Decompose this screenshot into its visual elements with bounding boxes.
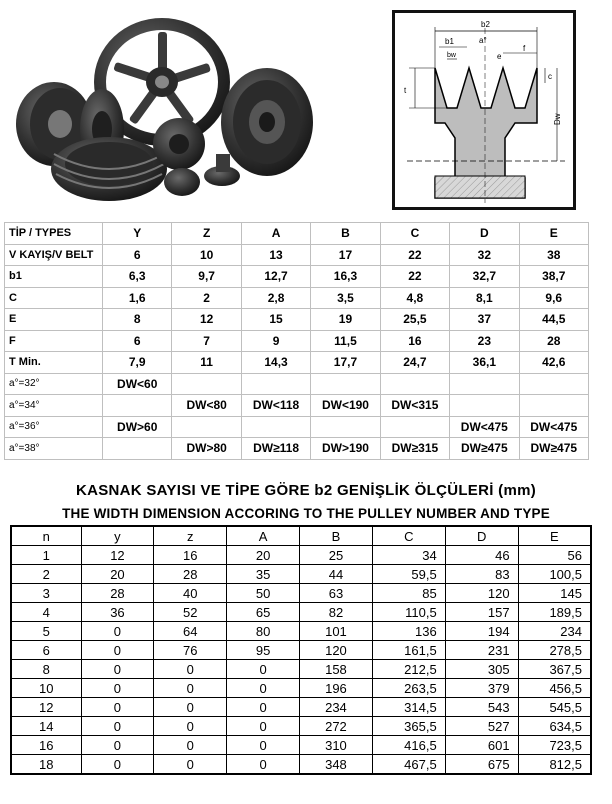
spec-cell <box>519 373 588 395</box>
pulley-product-photo <box>4 4 322 209</box>
width-row-n: 1 <box>11 546 81 565</box>
spec-cell: 1,6 <box>103 287 172 309</box>
spec-cell: 37 <box>450 309 519 331</box>
spec-cell <box>311 416 380 438</box>
width-cell: 63 <box>300 584 373 603</box>
spec-cell <box>311 373 380 395</box>
spec-row <box>5 330 589 352</box>
width-cell: 110,5 <box>372 603 445 622</box>
width-cell: 0 <box>154 736 227 755</box>
width-row-n: 18 <box>11 755 81 775</box>
width-cell: 16 <box>154 546 227 565</box>
width-cell: 0 <box>227 736 300 755</box>
spec-angle-row <box>5 373 589 395</box>
width-cell: 0 <box>227 660 300 679</box>
spec-cell: DW≥315 <box>380 438 449 460</box>
width-cell: 0 <box>81 698 154 717</box>
width-cell: 812,5 <box>518 755 591 775</box>
spec-cell: 15 <box>241 309 310 331</box>
width-cell: 0 <box>81 679 154 698</box>
spec-angle-label: a°=32° <box>5 373 103 395</box>
table-row <box>11 565 591 584</box>
width-cell: 196 <box>300 679 373 698</box>
width-cell: 120 <box>300 641 373 660</box>
width-row-n: 10 <box>11 679 81 698</box>
width-cell: 20 <box>227 546 300 565</box>
spec-cell: 44,5 <box>519 309 588 331</box>
spec-cell: DW>80 <box>172 438 241 460</box>
belt-type-spec-table <box>4 222 589 460</box>
spec-cell: 28 <box>519 330 588 352</box>
width-cell: 634,5 <box>518 717 591 736</box>
dim-e: e <box>497 52 502 61</box>
spec-row <box>5 244 589 266</box>
dim-dw: Dw <box>553 113 562 125</box>
width-cell: 0 <box>154 698 227 717</box>
dim-f: f <box>523 44 526 53</box>
width-cell: 189,5 <box>518 603 591 622</box>
spec-cell: 4,8 <box>380 287 449 309</box>
spec-cell: 3,5 <box>311 287 380 309</box>
spec-cell: 16 <box>380 330 449 352</box>
dim-c: c <box>548 72 552 81</box>
spec-cell: 32,7 <box>450 266 519 288</box>
spec-cell: 10 <box>172 244 241 266</box>
width-cell: 46 <box>445 546 518 565</box>
spec-cell: DW>60 <box>103 416 172 438</box>
spec-column-header: Y <box>103 223 172 245</box>
table-row <box>11 641 591 660</box>
spec-column-header: E <box>519 223 588 245</box>
spec-cell: 2 <box>172 287 241 309</box>
width-cell: 234 <box>518 622 591 641</box>
width-cell: 82 <box>300 603 373 622</box>
width-cell: 278,5 <box>518 641 591 660</box>
spec-cell: 14,3 <box>241 352 310 374</box>
table-row <box>11 736 591 755</box>
width-cell: 365,5 <box>372 717 445 736</box>
width-cell: 100,5 <box>518 565 591 584</box>
width-cell: 85 <box>372 584 445 603</box>
width-cell: 0 <box>227 755 300 775</box>
spec-cell: 23 <box>450 330 519 352</box>
width-cell: 12 <box>81 546 154 565</box>
width-cell: 314,5 <box>372 698 445 717</box>
spec-cell: 8,1 <box>450 287 519 309</box>
width-cell: 40 <box>154 584 227 603</box>
width-cell: 212,5 <box>372 660 445 679</box>
spec-cell: DW<60 <box>103 373 172 395</box>
width-column-header: E <box>518 526 591 546</box>
spec-row-label: F <box>5 330 103 352</box>
width-cell: 44 <box>300 565 373 584</box>
spec-cell: DW>190 <box>311 438 380 460</box>
width-cell: 601 <box>445 736 518 755</box>
spec-cell: 7 <box>172 330 241 352</box>
dim-b1: b1 <box>445 37 454 46</box>
width-cell: 0 <box>227 717 300 736</box>
width-cell: 76 <box>154 641 227 660</box>
width-cell: 675 <box>445 755 518 775</box>
spec-cell: 38 <box>519 244 588 266</box>
width-cell: 0 <box>227 698 300 717</box>
spec-cell: DW<118 <box>241 395 310 417</box>
spec-cell: 24,7 <box>380 352 449 374</box>
spec-cell: DW<475 <box>519 416 588 438</box>
width-cell: 0 <box>81 641 154 660</box>
spec-cell: 17 <box>311 244 380 266</box>
spec-row-header: TİP / TYPES <box>5 223 103 245</box>
spec-cell: DW<80 <box>172 395 241 417</box>
spec-cell <box>241 416 310 438</box>
spec-cell: 42,6 <box>519 352 588 374</box>
width-cell: 120 <box>445 584 518 603</box>
width-cell: 59,5 <box>372 565 445 584</box>
spec-row <box>5 287 589 309</box>
spec-row <box>5 309 589 331</box>
width-cell: 28 <box>81 584 154 603</box>
dim-t: t <box>404 86 407 95</box>
table-row <box>11 717 591 736</box>
width-cell: 0 <box>154 660 227 679</box>
spec-cell: 19 <box>311 309 380 331</box>
width-cell: 305 <box>445 660 518 679</box>
width-cell: 0 <box>81 660 154 679</box>
spec-angle-label: a°=36° <box>5 416 103 438</box>
spec-cell <box>450 395 519 417</box>
spec-cell: 7,9 <box>103 352 172 374</box>
spec-cell: 32 <box>450 244 519 266</box>
spec-cell: 6 <box>103 330 172 352</box>
spec-cell: 22 <box>380 244 449 266</box>
width-cell: 348 <box>300 755 373 775</box>
spec-row <box>5 266 589 288</box>
spec-angle-row <box>5 395 589 417</box>
spec-cell: DW<315 <box>380 395 449 417</box>
table-row <box>11 660 591 679</box>
spec-cell: 9,6 <box>519 287 588 309</box>
width-cell: 379 <box>445 679 518 698</box>
spec-header-row <box>5 223 589 245</box>
spec-cell <box>519 395 588 417</box>
spec-row-label: E <box>5 309 103 331</box>
spec-cell: 9 <box>241 330 310 352</box>
width-cell: 263,5 <box>372 679 445 698</box>
spec-cell: 12 <box>172 309 241 331</box>
spec-cell: 17,7 <box>311 352 380 374</box>
width-cell: 28 <box>154 565 227 584</box>
width-column-header: z <box>154 526 227 546</box>
pulley-width-table <box>10 525 592 775</box>
front-grooved-pulley <box>51 137 167 201</box>
width-cell: 83 <box>445 565 518 584</box>
width-cell: 36 <box>81 603 154 622</box>
title-english: THE WIDTH DIMENSION ACCORING TO THE PULLEY NUMBER AND TYPE <box>62 506 550 521</box>
spec-column-header: Z <box>172 223 241 245</box>
spec-cell: DW<190 <box>311 395 380 417</box>
spec-column-header: A <box>241 223 310 245</box>
width-column-header: C <box>372 526 445 546</box>
spec-row-label: T Min. <box>5 352 103 374</box>
width-column-header: B <box>300 526 373 546</box>
width-cell: 0 <box>154 755 227 775</box>
spec-row-label: b1 <box>5 266 103 288</box>
spec-cell: DW≥475 <box>450 438 519 460</box>
spec-cell: 25,5 <box>380 309 449 331</box>
width-cell: 234 <box>300 698 373 717</box>
spec-cell <box>172 373 241 395</box>
width-cell: 0 <box>81 717 154 736</box>
width-cell: 52 <box>154 603 227 622</box>
width-cell: 64 <box>154 622 227 641</box>
width-cell: 80 <box>227 622 300 641</box>
width-cell: 95 <box>227 641 300 660</box>
table-row <box>11 603 591 622</box>
width-cell: 65 <box>227 603 300 622</box>
width-cell: 50 <box>227 584 300 603</box>
spec-column-header: B <box>311 223 380 245</box>
width-row-n: 5 <box>11 622 81 641</box>
width-header-row <box>11 526 591 546</box>
spec-angle-label: a°=34° <box>5 395 103 417</box>
width-cell: 0 <box>227 679 300 698</box>
spec-cell <box>172 416 241 438</box>
spec-cell: 11,5 <box>311 330 380 352</box>
width-cell: 35 <box>227 565 300 584</box>
width-cell: 231 <box>445 641 518 660</box>
table-row <box>11 755 591 775</box>
spec-cell <box>103 395 172 417</box>
width-cell: 34 <box>372 546 445 565</box>
width-cell: 145 <box>518 584 591 603</box>
spec-angle-label: a°=38° <box>5 438 103 460</box>
spec-row-label: V KAYIŞ/V BELT <box>5 244 103 266</box>
spec-cell: 8 <box>103 309 172 331</box>
width-cell: 0 <box>81 755 154 775</box>
width-column-header: y <box>81 526 154 546</box>
width-row-n: 6 <box>11 641 81 660</box>
hub-hatched-section <box>435 176 525 198</box>
spec-cell <box>103 438 172 460</box>
width-cell: 161,5 <box>372 641 445 660</box>
spec-cell: 13 <box>241 244 310 266</box>
spec-cell: DW≥475 <box>519 438 588 460</box>
width-column-header: A <box>227 526 300 546</box>
spec-cell <box>380 373 449 395</box>
groove-cross-section-diagram <box>392 10 576 210</box>
spec-cell: 12,7 <box>241 266 310 288</box>
width-cell: 25 <box>300 546 373 565</box>
width-cell: 0 <box>81 622 154 641</box>
spec-column-header: C <box>380 223 449 245</box>
spec-cell: 9,7 <box>172 266 241 288</box>
title-turkish: KASNAK SAYISI VE TİPE GÖRE b2 GENİŞLİK ÖLÇÜLERİ (mm) <box>75 482 537 499</box>
table-row <box>11 698 591 717</box>
width-row-n: 16 <box>11 736 81 755</box>
width-cell: 456,5 <box>518 679 591 698</box>
table-row <box>11 622 591 641</box>
width-row-n: 3 <box>11 584 81 603</box>
width-cell: 272 <box>300 717 373 736</box>
width-cell: 416,5 <box>372 736 445 755</box>
width-cell: 527 <box>445 717 518 736</box>
spec-cell: 6 <box>103 244 172 266</box>
spec-cell: 2,8 <box>241 287 310 309</box>
width-row-n: 8 <box>11 660 81 679</box>
width-column-header: D <box>445 526 518 546</box>
spec-cell: 22 <box>380 266 449 288</box>
width-cell: 101 <box>300 622 373 641</box>
dim-b2: b2 <box>481 20 490 29</box>
spec-cell: 6,3 <box>103 266 172 288</box>
spec-cell: 11 <box>172 352 241 374</box>
spec-row <box>5 352 589 374</box>
width-row-n: 4 <box>11 603 81 622</box>
width-column-header: n <box>11 526 81 546</box>
width-cell: 0 <box>154 679 227 698</box>
table-row <box>11 679 591 698</box>
width-cell: 0 <box>154 717 227 736</box>
spec-cell: 38,7 <box>519 266 588 288</box>
width-cell: 723,5 <box>518 736 591 755</box>
width-row-n: 14 <box>11 717 81 736</box>
spec-cell <box>450 373 519 395</box>
spec-cell: DW<475 <box>450 416 519 438</box>
spec-angle-row <box>5 438 589 460</box>
width-cell: 0 <box>81 736 154 755</box>
dim-angle: a° <box>479 36 487 45</box>
spec-cell: 16,3 <box>311 266 380 288</box>
spec-row-label: C <box>5 287 103 309</box>
right-taper-pulley <box>221 68 313 176</box>
spec-cell: 36,1 <box>450 352 519 374</box>
width-cell: 158 <box>300 660 373 679</box>
width-cell: 136 <box>372 622 445 641</box>
spec-cell <box>241 373 310 395</box>
width-cell: 545,5 <box>518 698 591 717</box>
table-row <box>11 546 591 565</box>
spec-cell <box>380 416 449 438</box>
width-cell: 56 <box>518 546 591 565</box>
width-row-n: 2 <box>11 565 81 584</box>
width-cell: 20 <box>81 565 154 584</box>
dim-bw: bw <box>447 52 456 59</box>
width-cell: 367,5 <box>518 660 591 679</box>
width-cell: 310 <box>300 736 373 755</box>
width-cell: 543 <box>445 698 518 717</box>
spec-angle-row <box>5 416 589 438</box>
width-cell: 157 <box>445 603 518 622</box>
table-row <box>11 584 591 603</box>
spec-cell: DW≥118 <box>241 438 310 460</box>
width-cell: 194 <box>445 622 518 641</box>
width-row-n: 12 <box>11 698 81 717</box>
spec-column-header: D <box>450 223 519 245</box>
width-cell: 467,5 <box>372 755 445 775</box>
